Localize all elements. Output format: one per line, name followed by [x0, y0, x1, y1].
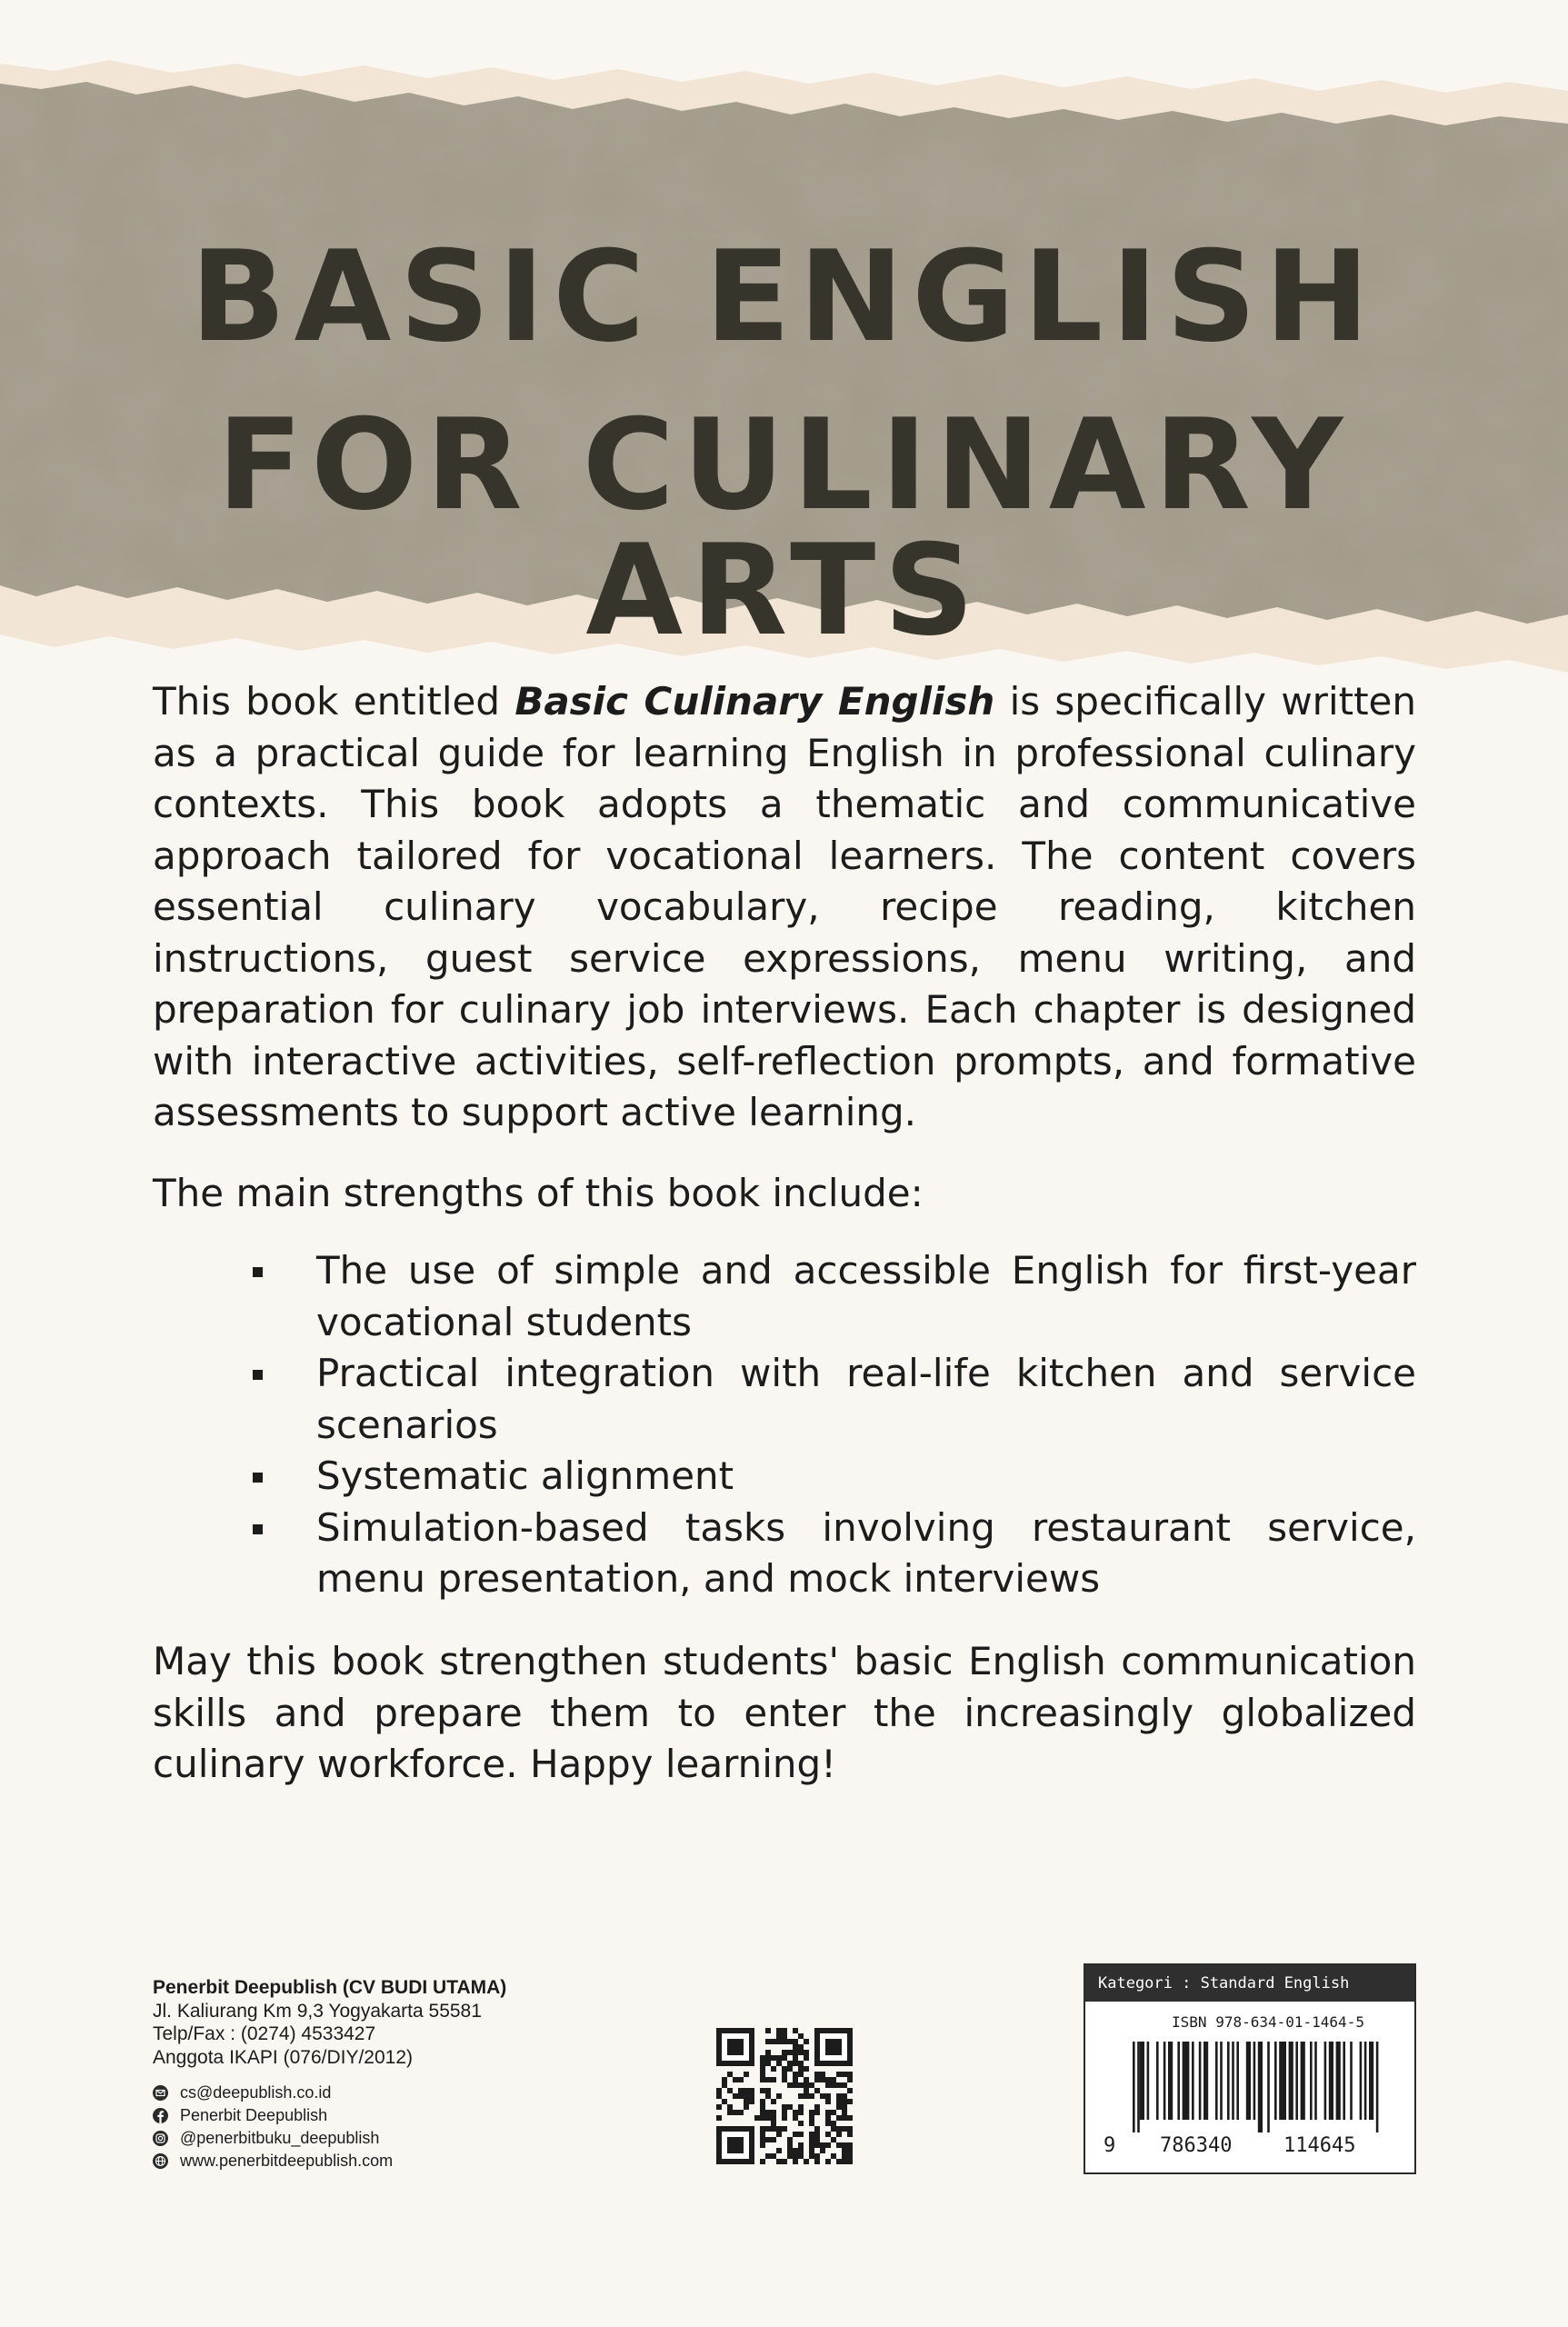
facebook-icon	[153, 2108, 168, 2123]
intro-paragraph	[153, 676, 1416, 1139]
list-item-text: The use of simple and accessible English for first-year vocational students	[316, 1248, 1416, 1344]
list-item-text: Simulation-based tasks involving restaurant service, menu presentation, and mock interviews	[316, 1504, 1416, 1601]
instagram-text: @penerbitbuku_deepublish	[180, 2129, 380, 2147]
list-item	[153, 1245, 1416, 1348]
barcode-digits-left: 786340	[1160, 2134, 1233, 2157]
list-item	[153, 1503, 1416, 1605]
isbn-number: ISBN 978-634-01-1464-5	[1172, 2013, 1364, 2031]
publisher-info	[153, 1976, 662, 2069]
facebook-text: Penerbit Deepublish	[180, 2106, 328, 2124]
book-title-line-2: FOR CULINARY ARTS	[216, 392, 1352, 664]
isbn-barcode-box	[1084, 1963, 1416, 2174]
qr-code	[716, 2028, 853, 2164]
instagram-icon	[153, 2131, 168, 2146]
contact-website	[153, 2150, 662, 2172]
book-title-line-1: BASIC ENGLISH	[190, 224, 1378, 370]
list-item-text: Systematic alignment	[316, 1453, 734, 1498]
contact-instagram	[153, 2127, 662, 2150]
intro-text-rest: is specifically written as a practical guide for learning English in professional culinary contexts. This book adopts a thematic and communicative approach tailored for vocational learners. The content covers essential culinary vocabulary, recipe reading, kitchen instructions, guest service expressions, menu writing, and preparation for culinary job interviews. Each chapter is designed with interactive activities, self-reflection prompts, and formative assessments to support active learning.	[153, 679, 1417, 1134]
contact-email	[153, 2082, 662, 2104]
bullet-icon	[253, 1370, 263, 1380]
publisher-address: Jl. Kaliurang Km 9,3 Yogyakarta 55581	[153, 2000, 482, 2022]
barcode-digit-first: 9	[1104, 2134, 1116, 2157]
list-item-text: Practical integration with real-life kitchen and service scenarios	[316, 1351, 1416, 1447]
email-text: cs@deepublish.co.id	[180, 2083, 332, 2102]
barcode	[1133, 2042, 1380, 2132]
barcode-digits-right: 114645	[1283, 2134, 1356, 2157]
contact-facebook	[153, 2104, 662, 2127]
title-banner	[0, 0, 1568, 691]
category-label: Kategori : Standard English	[1085, 1965, 1414, 2002]
publisher-contacts	[153, 2082, 662, 2172]
email-icon	[153, 2085, 168, 2101]
closing-paragraph: May this book strengthen students' basic English communication skills and prepare them to enter the increasingly globalized culinary workforce. Happy learning!	[153, 1639, 1416, 1786]
intro-text-start: This book entitled	[153, 679, 515, 724]
list-item	[153, 1348, 1416, 1451]
bullet-icon	[253, 1524, 263, 1534]
publisher-name: Penerbit Deepublish (CV BUDI UTAMA)	[153, 1977, 507, 1998]
strengths-heading: The main strengths of this book include:	[153, 1171, 924, 1215]
publisher-phone: Telp/Fax : (0274) 4533427	[153, 2023, 376, 2044]
bullet-icon	[253, 1473, 263, 1483]
strengths-list	[153, 1245, 1416, 1605]
bullet-icon	[253, 1267, 263, 1277]
publisher-membership: Anggota IKAPI (076/DIY/2012)	[153, 2046, 414, 2068]
website-text: www.penerbitdeepublish.com	[180, 2152, 394, 2170]
globe-icon	[153, 2153, 168, 2169]
list-item	[153, 1451, 1416, 1503]
intro-book-title: Basic Culinary English	[514, 679, 995, 724]
